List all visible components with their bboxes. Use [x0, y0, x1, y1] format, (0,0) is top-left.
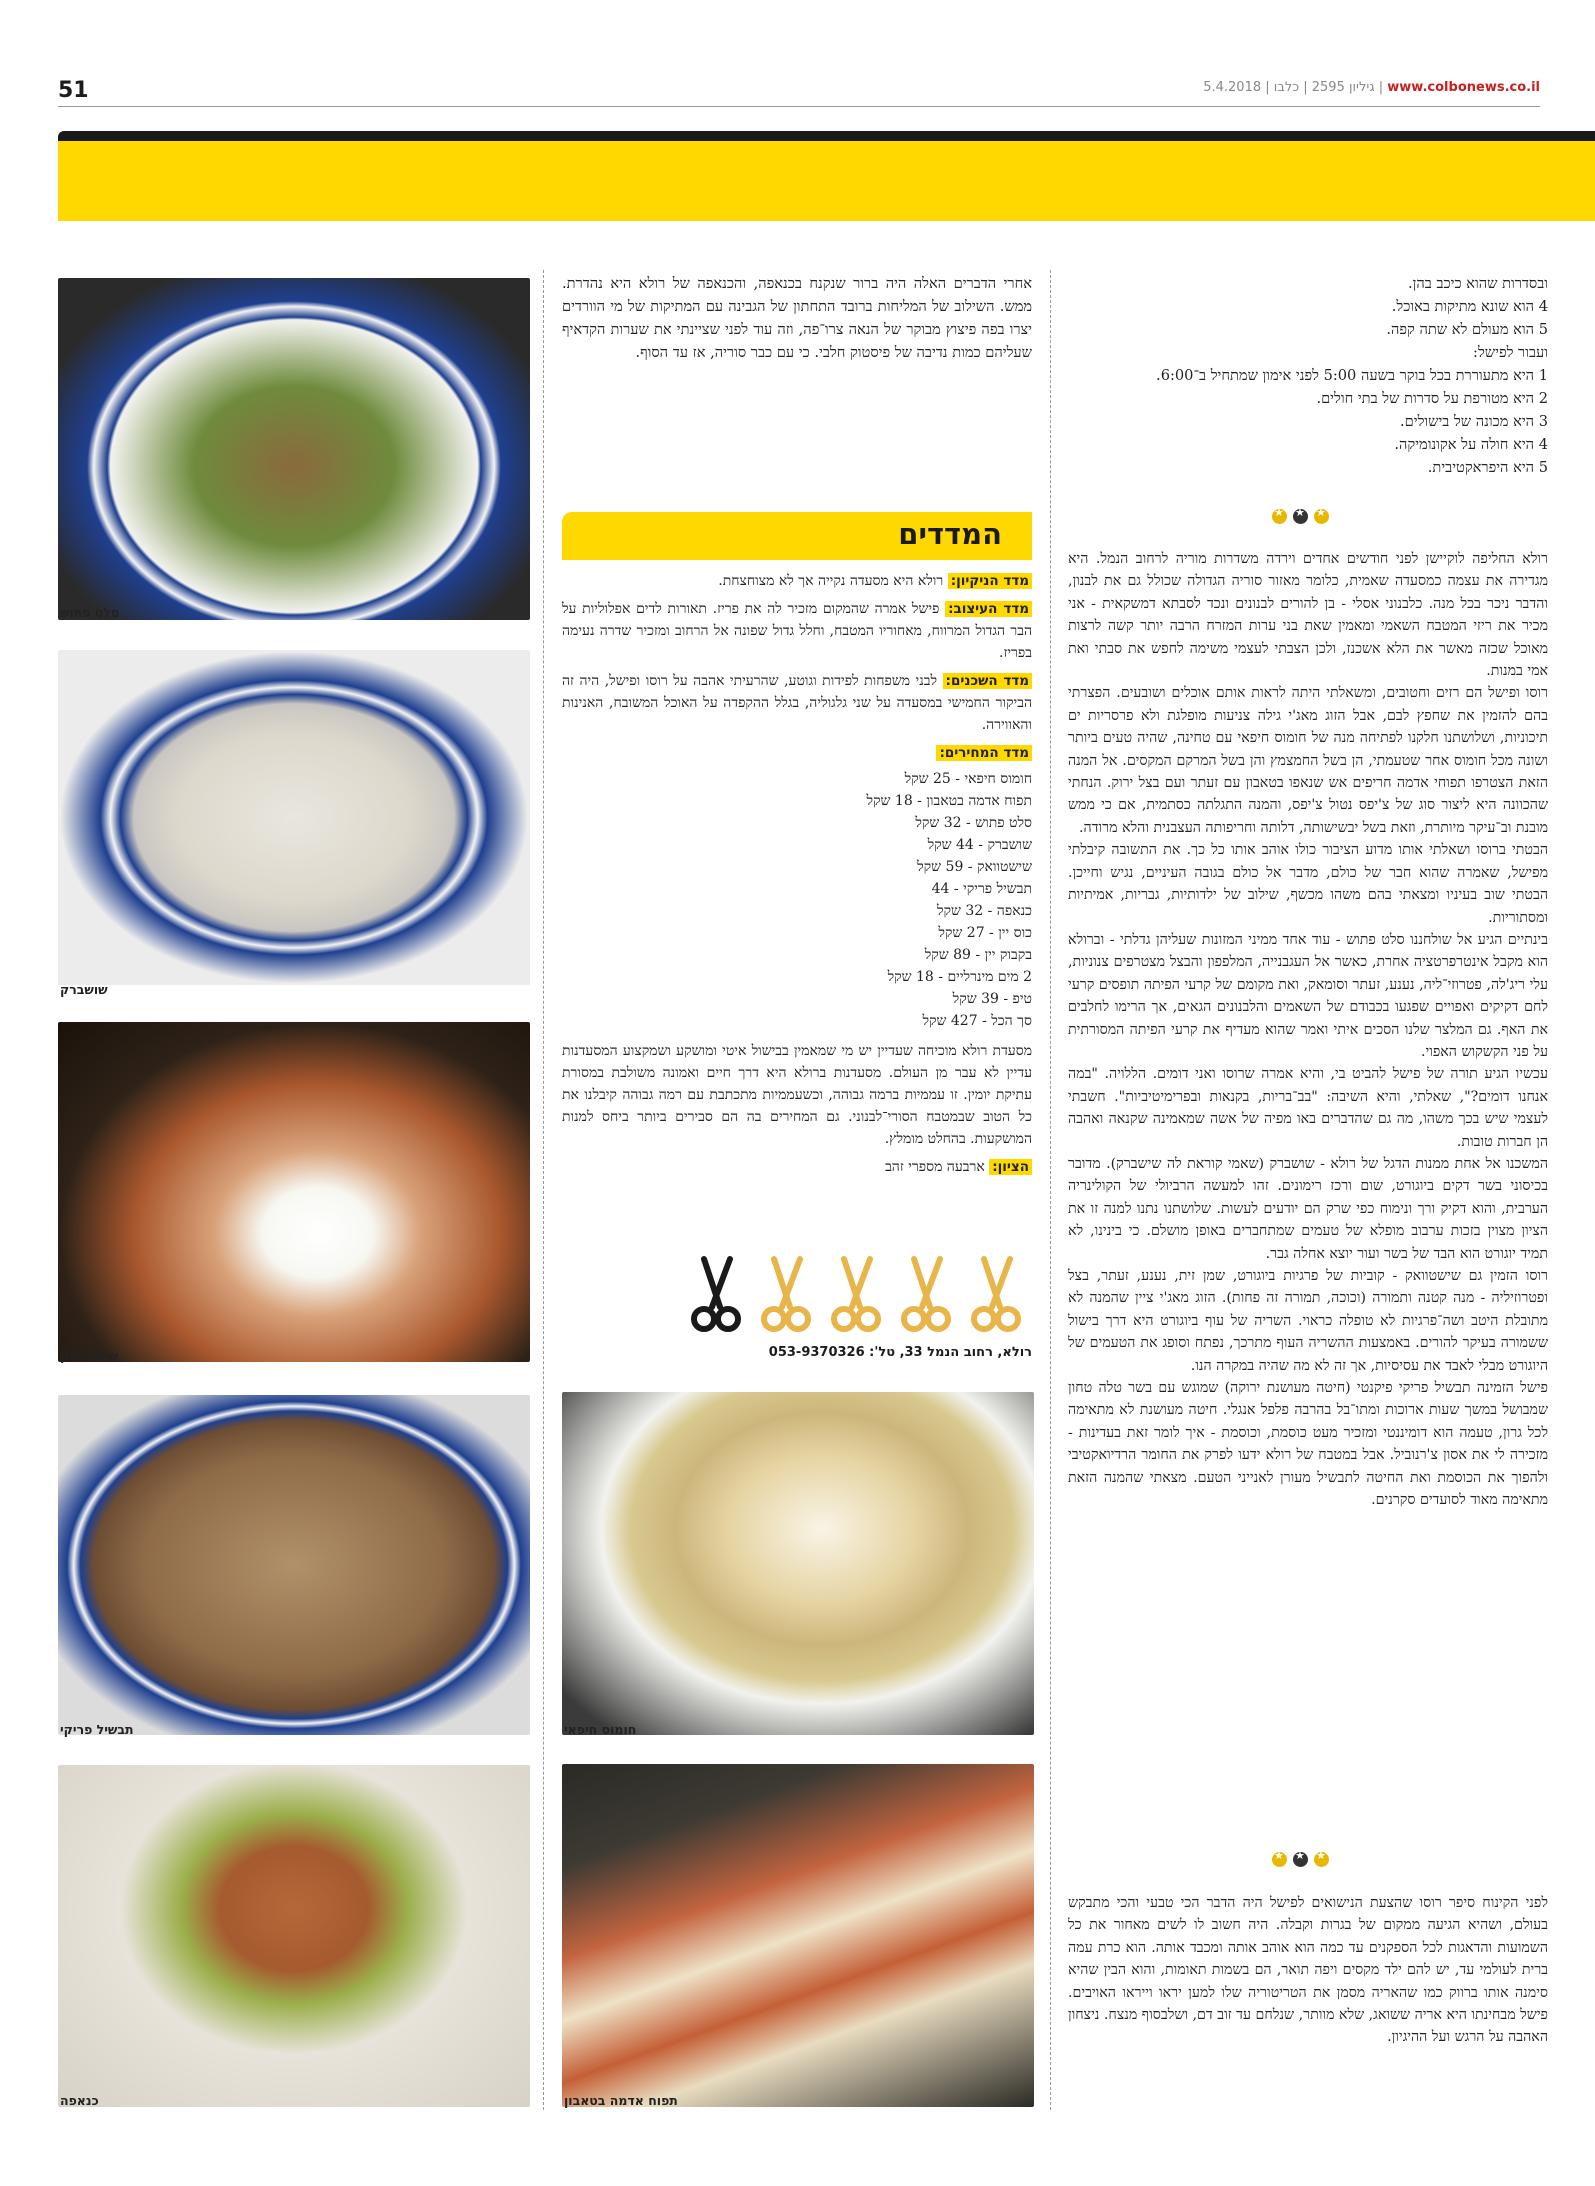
right-column-body — [1068, 548, 1548, 1511]
star-icon — [1272, 509, 1287, 524]
photo-knafeh — [58, 1765, 530, 2107]
paragraph: עכשיו הגיע תורה של פישל להביט בי, והיא אמרה שרוסו ואני דומים. הללויה. "במה אנחנו דומים?", שאלתי, והיא השיבה: "בב־בריות, בקנאות ובפרימיטיביות". חשבתי לעצמי שיש בכך משהו, מה גם שהדברים באו מפיה של אשה שמאמינה שקנאה ואהבה הן חברות טובות. — [1068, 1066, 1548, 1150]
star-icon — [1293, 509, 1308, 524]
photo-potato — [562, 1764, 1034, 2107]
photo-caption: סלט פתוש — [60, 605, 120, 620]
restaurant-address: רולא, רחוב הנמל 33, טל': 053-9370326 — [768, 1345, 1032, 1360]
list-item: 1 היא מתעוררת בכל בוקר בשעה 5:00 לפני אימון שמתחיל ב־6:00. — [1156, 367, 1548, 384]
meters-title-bar — [562, 512, 1032, 560]
meter-label: מדד הניקיון: — [948, 573, 1032, 589]
issue-number: גיליון 2595 — [1311, 80, 1375, 95]
price-item: כנאפה - 32 שקל — [936, 903, 1032, 919]
scissors-icon — [970, 1255, 1022, 1335]
list-item: 3 היא מכונה של בישולים. — [1400, 413, 1548, 430]
price-item: שושברק - 44 שקל — [927, 837, 1032, 853]
paragraph: ובסדרות שהוא כיכב בהן. — [1408, 275, 1548, 292]
list-item: 5 הוא מעולם לא שתה קפה. — [1386, 321, 1548, 338]
photo-caption: שושברק — [60, 982, 108, 997]
list-item: 5 היא היפראקטיבית. — [1427, 459, 1548, 476]
price-item: שישטוואק - 59 שקל — [917, 859, 1032, 875]
paragraph: בינתיים הגיע אל שולחננו סלט פתוש - עוד אחד ממיני המזונות שעליהן גדלתי - וברולא הוא מקבל אינטרפרטציה אחרת, כאשר אל העגבנייה, המלפפון והבצל מצטרפים צנוניות, עלי ריג'לה, פטרוזי־ליה, נענע, זעתר וסומאק, ואת מקומם של קרעי הפיתה תופסים קרעי לחם דקיקים ואפויים שפגעו בכבודם של השאמים והלבנונים הגאים, אך הרימו לחלבים את האף. גם המלצר שלנו הסכים איתי ואמר שהוא מעדיף את קרעי הפיתה המסורתית על פני הקשקוש האפוי. — [1068, 931, 1548, 1060]
top-dark-band — [58, 131, 1595, 141]
star-icon — [1293, 1852, 1308, 1867]
meter-text: רולא היא מסעדה נקייה אך לא מצוחצחת. — [718, 573, 944, 589]
star-icon — [1314, 509, 1329, 524]
yellow-banner — [58, 141, 1595, 221]
scissors-icon — [690, 1255, 742, 1335]
price-item: תפוח אדמה בטאבון - 18 שקל — [866, 793, 1032, 809]
meter-neighbors — [562, 670, 1032, 736]
right-column-closing — [1068, 1892, 1548, 2049]
star-icon — [1272, 1852, 1287, 1867]
price-item: כוס יין - 27 שקל — [938, 925, 1032, 941]
list-item: 4 הוא שונא מתיקות באוכל. — [1391, 298, 1548, 315]
list-item: 2 היא מטורפת על סדרות של בתי חולים. — [1316, 390, 1548, 407]
photo-fattoush — [58, 278, 530, 620]
photo-caption: תפוח אדמה בטאבון — [564, 2093, 678, 2108]
photo-shushbarak — [58, 650, 530, 985]
column-divider — [1050, 270, 1051, 2110]
meter-text: לבני משפחות לפידות וגוטע, שהרעיתי אהבה על רוסו ופישל, היה זה הביקור החמישי במסעדה על שני גלגוליה, בגלל ההקפדה על האוכל המשובח, האנינות והאווירה. — [562, 673, 1032, 733]
issue-date: 5.4.2018 — [1203, 80, 1262, 95]
photo-caption: תבשיל פריקי — [60, 1722, 134, 1737]
meter-label: מדד השכנים: — [943, 673, 1032, 689]
meters-title: המדדים — [898, 517, 1002, 551]
summary: מסעדת רולא מוכיחה שעדיין יש מי שמאמין בבישול איטי ומושקע ושמקצוע המסעדנות עדיין לא עבר מן העולם. מסעדנות ברולא היא דרך חיים ואמונה משולבת במסורת עתיקת יומין. זו עממיות ברמה גבוהה, וכשעממיות מתכתבת עם רמה גבוהה קיבלנו את כל הטוב שבמטבח הסורי־לבנוני. גם המחירים בה הם סבירים ביותר ביחס למנות המושקעות. בהחלט מומלץ. — [562, 1043, 1032, 1147]
photo-caption: כנאפה — [60, 2093, 99, 2108]
score-label: הציון: — [989, 1159, 1032, 1175]
paragraph: המשכנו אל אחת ממנות הדגל של רולא - שושברק (שאמי קוראת לה שישברק). מדובר בכיסוני בשר דקים ביוגורט, שום ורכז רימונים. זהו למעשה הרביולי של הקולינריה הערבית, והוא דקיק ורך ונימוח כפי שרק הם יודעים לעשות. שלושתנו נתנו למנה זו את הציון מצוין בזכות ערבוב מופלא של טעמים שמתחברים באופן מושלם. כי בינינו, לא תמיד יוגורט הוא הבד של בשר ועור יוצא אחלה גבר. — [1068, 1155, 1548, 1262]
price-item: סלט פתוש - 32 שקל — [915, 815, 1032, 831]
price-item: טיפ - 39 שקל — [952, 991, 1032, 1007]
paragraph: רולא החליפה לוקיישן לפני חודשים אחדים וירדה משדרות מוריה לרחוב הנמל. היא מגדירה את עצמה כמסעדה שאמית, כלומר מאזור סוריה הגדולה שכולל גם את לבנון, והדבר ניכר בכל מנה. כלבנוני אסלי - בן להורים לבנונים ונכד לסבתא דמשקאית - אני מכיר את ריזי המטבח השאמי ומאמין שאת בני ערות המזרח הרבה יותר קשה לרצות מאוכל שכזה מאשר את הלא אשכנז, ולכן הצבתי לעצמי משימה לחפש את סבתי ואת אמי במנות. — [1068, 551, 1548, 680]
star-icon — [1314, 1852, 1329, 1867]
list-item: ועבור לפישל: — [1473, 344, 1548, 361]
brand-name: כלבו — [1273, 80, 1300, 95]
meter-label: מדד העיצוב: — [945, 601, 1032, 617]
score-scissors — [690, 1255, 1022, 1335]
column-divider — [543, 270, 544, 2110]
page-header-info: 5.4.2018 | גיליון 2595 | כלבו | www.colbonews.co.il — [1203, 80, 1540, 95]
right-column — [1068, 272, 1548, 479]
scissors-icon — [760, 1255, 812, 1335]
site-link[interactable]: www.colbonews.co.il — [1387, 80, 1540, 95]
price-item: 2 מים מינרליים - 18 שקל — [887, 969, 1032, 985]
score-text: ארבעה מספרי זהב — [885, 1159, 985, 1175]
photo-caption: שישטוואק — [60, 1348, 119, 1363]
price-list — [562, 768, 1032, 1032]
meter-text: פישל אמרה שהמקום מזכיר לה את פריז. תאורות לדים אפלוליות על הבר הגדול המרווח, מאחוריו המטבח, וחלל גדול שפונה אל הרחוב ומזכיר שדרה נעימה בפריז. — [562, 601, 1032, 661]
scissors-icon — [900, 1255, 952, 1335]
middle-intro — [562, 272, 1032, 364]
photo-freekeh — [58, 1395, 530, 1735]
paragraph: אחרי הדברים האלה היה ברור שנקנח בכנאפה, והכנאפה של רולא היא נהדרת. ממש. השילוב של המליחות ברובד התחתון של הגבינה עם המתיקות של מי הוורדים יצרו בפה פיצוץ מבוקר של הנאה צרו־פה, וזה עוד לפני שציינתי את שערות הקדאיף שעליהם כמות נדיבה של פיסטוק חלבי. כי עם כבר סוריה, אז עד הסוף. — [562, 275, 1032, 361]
paragraph: רוסו ופישל הם רזים וחטובים, ומשאלתי היתה לראות אותם אוכלים ושובעים. הפצרתי בהם להזמין את שחפץ לבם, אבל הזוג מאג'י גילה צניעות מופלגת ולא פרסריות ים תיכוניות, ושלושתנו חלקנו לפתיחה מנה של חומוס חיפאי עם טחינה, שהיה טעים ביותר ושונה מכל חומוס אחר שטעמתי, הן בשל החמצמץ והן בשל המרקם המקסים. אל המנה הזאת הצטרפו תפוחי אדמה חריפים אש שנאפו בטאבון עם זעתר ועם בצל ירוק. הנחתי שהכוונה היא ליצור סוג של צ'יפס נטול צ'יפס, והמנה התגלתה כסתמית, אם כי ממש מובנת וב־עיקר מיותרת, וזאת בשל יבשישותה, דלותה וחריפותה העצבנית והלא מרודה. — [1068, 685, 1548, 836]
list-item: 4 היא חולה על אקונומיקה. — [1394, 436, 1548, 453]
meter-prices — [562, 742, 1032, 764]
meter-label: מדד המחירים: — [936, 745, 1032, 761]
photo-caption: חומוס חיפאי — [564, 1722, 637, 1737]
paragraph: לפני הקינוח סיפר רוסו שהצעת הנישואים לפישל היה הדבר הכי טבעי והכי מתבקש בעולם, ושהיא הגיעה ממקום של בגרות וקבלה. היה חשוב לו לשים מאחור את כל השמועות והדאגות לכל הספקנים עד כמה הוא אוהב אותה ומכבד אותה. הוא כרת עמה ברית לעולמי עד, יש להם ילד מקסים ויפה תואר, הם בשמות תאומות, והוא הבין שהיא סימנה אותו ברווק כמו שהאריה מסמן את הטריטוריה שלו למען יראו וייראו האויבים. פישל מבחינתו היא אריה ששואג, שלא מוותר, שנלחם עד זוב דם, ושלבסוף מנצח. ניצחון האהבה על הרגש ועל ההיגיון. — [1068, 1895, 1548, 2046]
meter-design — [562, 598, 1032, 664]
price-item: בקבוק יין - 89 שקל — [924, 947, 1032, 963]
price-item: תבשיל פריקי - 44 — [931, 881, 1032, 897]
photo-shishtawook — [58, 1022, 530, 1362]
section-stars — [1272, 1852, 1329, 1867]
score — [562, 1156, 1032, 1178]
paragraph: רוסו הזמין גם שישטוואק - קוביות של פרגיות ביוגורט, שמן זית, נענע, זעתר, בצל ופטרוזיליה - מנה קטנה ותמורה (וכוכה, תמורה זה פחות). הזוג מאג'י ציין שהמנה לא מתובלת היטב ושה־פרגיות לא טופלה כראוי. השריה של עוף ביוגורט היא דרך בישול ששמורה בעיקר להורים. באמצעות ההשריה העוף מתרכך, נפתח וסופג את הטעמים של היוגורט מבלי לאבד את עסיסיות, אך זה לא מה שהיה במקרה הנו. — [1068, 1268, 1548, 1374]
header-rule — [58, 106, 1540, 107]
price-item: סך הכל - 427 שקל — [922, 1013, 1032, 1029]
section-stars — [1272, 509, 1329, 524]
meter-cleanliness — [562, 570, 1032, 592]
meters-box — [562, 570, 1032, 1178]
paragraph: פישל הזמינה תבשיל פריקי פיקנטי (חיטה מעושנת ירוקה) שמוגש עם בשר טלה טחון שמבושל במשך שעות ארוכות ומתו־בל בהרבה פלפל אנגלי. חיטה מעושנת לא מתאימה לכל גרון, טעמה הוא דומיננטי ומזכיר מעט כוסמת, וכוסמת - איך לומר זאת בעדינות - מזכירה לי את אסון צ'רנוביל. אבל במטבח של רולא ידעו לפרק את החומר הרדיואקטיבי ולהפוך את הכוסמת ואת החיטה לתבשיל מעורן לאנייני הטעם. מצאתי שהמנה הזאת מתאימה מאוד לסועדים סקרנים. — [1068, 1380, 1548, 1509]
price-item: חומוס חיפאי - 25 שקל — [904, 771, 1032, 787]
scissors-icon — [830, 1255, 882, 1335]
page-number: 51 — [58, 78, 89, 103]
photo-hummus — [562, 1392, 1034, 1735]
paragraph: הבטתי ברוסו ושאלתי אותו מדוע הציבור כולו אוהב אותו כל כך. את התשובה קיבלתי מפישל, שאמרה שהוא חבר של כולם, מדבר אל כולם בגובה העיניים, נגיש וחייכן. הבטתי שוב בעיניו ומצאתי בהם משהו מכשף, שילוב של ילדותיות, גבריות, אמיתיות ומסתוריות. — [1068, 842, 1548, 926]
